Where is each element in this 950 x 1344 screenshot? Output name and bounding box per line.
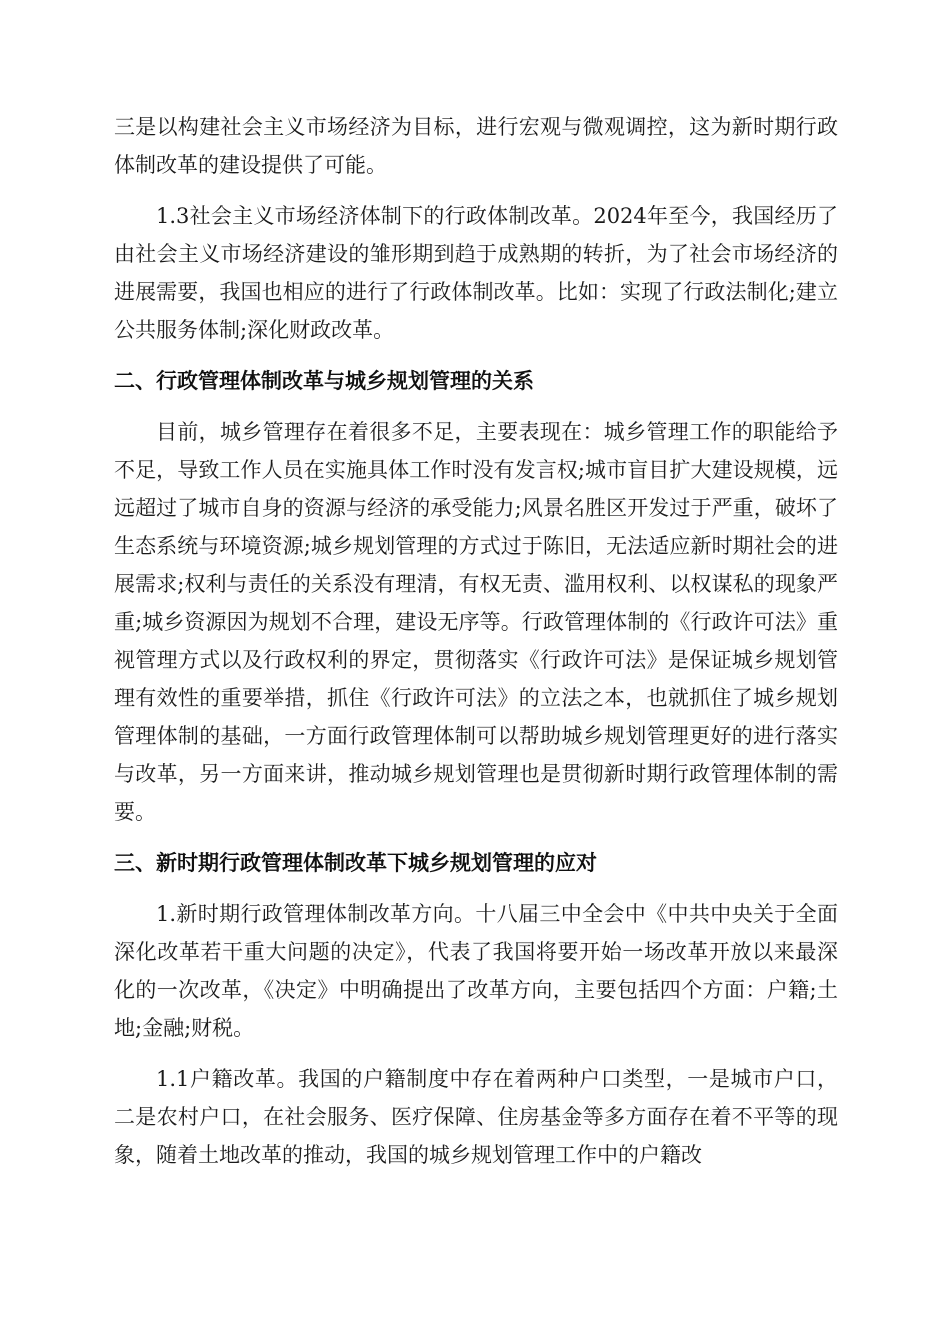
section-heading-two: 二、行政管理体制改革与城乡规划管理的关系 <box>114 369 534 393</box>
paragraph-urban-rural-management-issues: 目前，城乡管理存在着很多不足，主要表现在：城乡管理工作的职能给予不足，导致工作人员在实施具体工作时没有发言权;城市盲目扩大建设规模，远远超过了城市自身的资源与经济的承受能力;风景名胜区开发过于严重，破坏了生态系统与环境资源;城乡规划管理的方式过于陈旧，无法适应新时期社会的进展需求;权利与责任的关系没有理清，有权无责、滥用权利、以权谋私的现象严重;城乡资源因为规划不合理，建设无序等。行政管理体制的《行政许可法》重视管理方式以及行政权利的界定，贯彻落实《行政许可法》是保证城乡规划管理有效性的重要举措，抓住《行政许可法》的立法之本，也就抓住了城乡规划管理体制的基础，一方面行政管理体制可以帮助城乡规划管理更好的进行落实与改革，另一方面来讲，推动城乡规划管理也是贯彻新时期行政管理体制的需要。 <box>114 420 838 824</box>
paragraph-market-economy-reform: 1.3社会主义市场经济体制下的行政体制改革。2024年至今，我国经历了由社会主义市场经济建设的雏形期到趋于成熟期的转折，为了社会市场经济的进展需要，我国也相应的进行了行政体制改革。比如：实现了行政法制化;建立公共服务体制;深化财政改革。 <box>114 204 838 342</box>
section-heading-three: 三、新时期行政管理体制改革下城乡规划管理的应对 <box>114 851 597 875</box>
document-page <box>114 108 838 1187</box>
paragraph-household-registration-reform: 1.1户籍改革。我国的户籍制度中存在着两种户口类型，一是城市户口，二是农村户口，在社会服务、医疗保障、住房基金等多方面存在着不平等的现象，随着土地改革的推动，我国的城乡规划管理工作中的户籍改 <box>114 1067 838 1167</box>
paragraph-macro-control: 三是以构建社会主义市场经济为目标，进行宏观与微观调控，这为新时期行政体制改革的建设提供了可能。 <box>114 115 838 177</box>
paragraph-reform-direction: 1.新时期行政管理体制改革方向。十八届三中全会中《中共中央关于全面深化改革若干重大问题的决定》，代表了我国将要开始一场改革开放以来最深化的一次改革，《决定》中明确提出了改革方向，主要包括四个方面：户籍;土地;金融;财税。 <box>114 902 838 1040</box>
